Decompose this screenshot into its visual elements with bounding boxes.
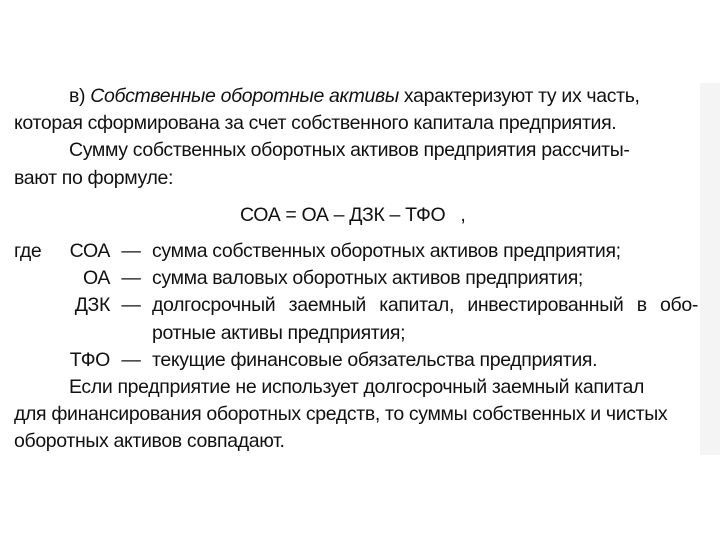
- definition-dash: —: [121, 348, 141, 371]
- definition-term: СОА: [69, 239, 110, 262]
- definition-dash: —: [121, 267, 141, 290]
- definition-text: сумма валовых оборотных активов предприятия;: [152, 267, 583, 290]
- definition-row: [14, 238, 698, 265]
- definition-term: [58, 320, 110, 347]
- conclusion-line-2: для финансирования оборотных средств, то суммы собственных и чистых: [14, 403, 668, 426]
- conclusion-line-1: Если предприятие не использует долгосрочный заемный капитал: [69, 375, 644, 398]
- term-italic: Собственные оборотные активы: [90, 85, 399, 107]
- paragraph-line-2: которая сформирована за счет собственного капитала предприятия.: [14, 112, 617, 135]
- definition-term: ДЗК: [74, 294, 110, 317]
- item-label: в): [69, 85, 86, 107]
- definition-dash: —: [121, 294, 141, 317]
- definitions-list: [14, 238, 698, 374]
- where-label: где: [14, 239, 42, 262]
- definition-dash: —: [121, 239, 141, 262]
- formula-text: СОА = ОА – ДЗК – ТФО: [240, 203, 446, 226]
- definition-text: текущие финансовые обязательства предприятия.: [152, 348, 598, 371]
- formula-punct: ,: [460, 203, 466, 226]
- scan-edge: [700, 83, 720, 455]
- definition-text: сумма собственных оборотных активов предприятия;: [152, 239, 621, 262]
- conclusion-line-3: оборотных активов совпадают.: [14, 430, 285, 453]
- definition-text: долгосрочный заемный капитал, инвестированный в обо-: [152, 294, 698, 317]
- definition-row: [14, 347, 698, 374]
- definition-row: [14, 292, 698, 319]
- paragraph-line-4: вают по формуле:: [14, 166, 174, 189]
- definition-row-continuation: [14, 320, 698, 347]
- definition-term: ТФО: [69, 348, 110, 371]
- definition-dash: [110, 320, 152, 347]
- formula: [14, 202, 698, 229]
- definition-text: ротные активы предприятия;: [152, 321, 406, 344]
- text-block: [14, 83, 698, 455]
- line-1-rest: характеризуют ту их часть,: [403, 85, 640, 107]
- definition-row: [14, 265, 698, 292]
- definition-term: ОА: [82, 267, 110, 290]
- paragraph-line-1: [14, 83, 698, 110]
- paragraph-line-3: Сумму собственных оборотных активов предприятия рассчиты-: [69, 139, 630, 162]
